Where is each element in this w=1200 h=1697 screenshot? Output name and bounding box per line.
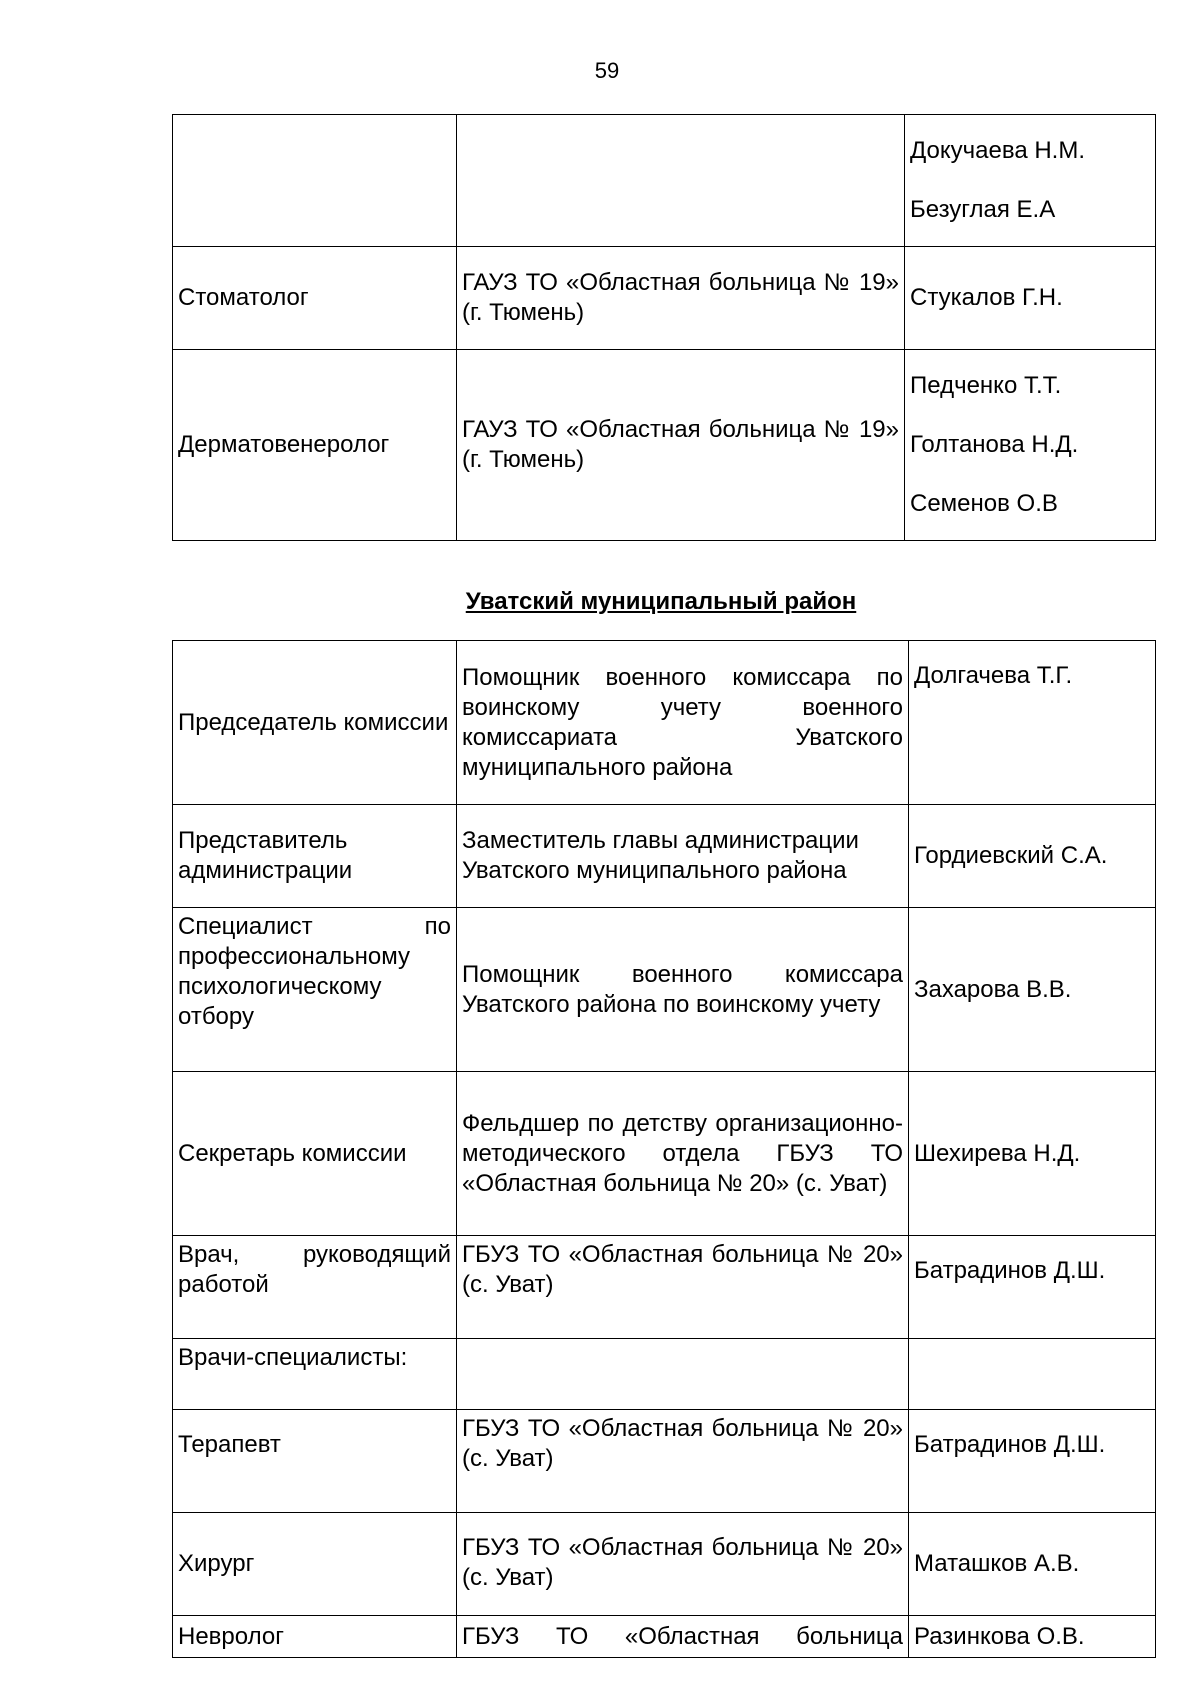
member-name: Докучаева Н.М. [910,137,1085,164]
name-cell: Гордиевский С.А. [909,805,1156,908]
role-cell: Представитель администрации [173,805,457,908]
role-cell: Председатель комиссии [173,641,457,805]
org-cell: ГБУЗ ТО «Областная больница [457,1616,909,1658]
table-row [173,350,1156,541]
org-cell: Помощник военного комиссара Уватского района по воинскому учету [457,908,909,1072]
names-cell [905,115,1156,247]
name-cell: Шехирева Н.Д. [909,1072,1156,1236]
org-cell: ГАУЗ ТО «Областная больница № 19» (г. Тюмень) [457,350,905,541]
table-row [173,1616,1156,1658]
org-cell [457,1339,909,1410]
name-cell: Долгачева Т.Г. [909,641,1156,805]
member-name: Голтанова Н.Д. [910,431,1079,458]
role-cell: Секретарь комиссии [173,1072,457,1236]
member-name: Педченко Т.Т. [910,372,1062,399]
table-row [173,1072,1156,1236]
role-cell: Терапевт [173,1410,457,1513]
table-row [173,115,1156,247]
org-cell: Помощник военного комиссара по воинскому учету военного комиссариата Уватского муниципального района [457,641,909,805]
page-number: 59 [594,58,620,83]
member-name: Безуглая Е.А [910,196,1056,223]
org-cell [457,115,905,247]
section-title: Уватский муниципальный район [465,588,857,615]
role-cell: Хирург [173,1513,457,1616]
table-row [173,908,1156,1072]
name-cell: Захарова В.В. [909,908,1156,1072]
names-cell [905,350,1156,541]
name-cell [909,1339,1156,1410]
member-name: Семенов О.В [910,490,1058,517]
role-cell: Стоматолог [173,247,457,350]
org-cell: Фельдшер по детству организационно-методического отдела ГБУЗ ТО «Областная больница № 20» (с. Уват) [457,1072,909,1236]
role-cell [173,115,457,247]
table-row [173,1410,1156,1513]
name-cell: Стукалов Г.Н. [905,247,1156,350]
commission-table [172,640,1156,1658]
role-cell: Врачи-специалисты: [173,1339,457,1410]
role-cell: Дерматовенеролог [173,350,457,541]
table-row [173,641,1156,805]
name-cell: Батрадинов Д.Ш. [909,1410,1156,1513]
table-row [173,1236,1156,1339]
name-cell: Батрадинов Д.Ш. [909,1236,1156,1339]
role-cell: Специалист по профессиональному психологическому отбору [173,908,457,1072]
org-cell: ГБУЗ ТО «Областная больница № 20» (с. Уват) [457,1513,909,1616]
role-cell: Врач, руководящий работой [173,1236,457,1339]
table-row [173,1339,1156,1410]
org-cell: ГАУЗ ТО «Областная больница № 19» (г. Тюмень) [457,247,905,350]
name-cell: Маташков А.В. [909,1513,1156,1616]
commission-table-continued [172,114,1156,541]
org-cell: ГБУЗ ТО «Областная больница № 20» (с. Уват) [457,1410,909,1513]
table-row [173,1513,1156,1616]
table-row [173,805,1156,908]
org-cell: Заместитель главы администрации Уватского муниципального района [457,805,909,908]
org-cell: ГБУЗ ТО «Областная больница № 20» (с. Уват) [457,1236,909,1339]
role-cell: Невролог [173,1616,457,1658]
table-row [173,247,1156,350]
name-cell: Разинкова О.В. [909,1616,1156,1658]
